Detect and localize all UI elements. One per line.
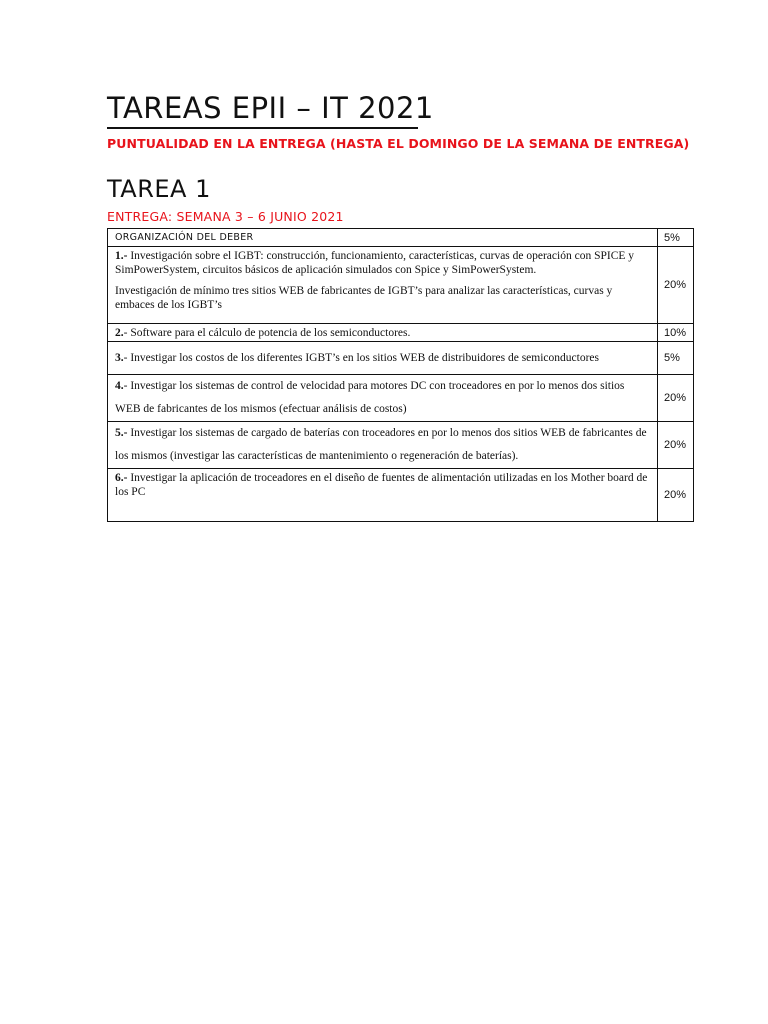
table-row-task-3 — [108, 342, 694, 375]
table-row-task-5 — [108, 422, 694, 469]
table-row-task-1 — [108, 247, 694, 324]
task-description — [108, 469, 658, 522]
task-description — [108, 422, 658, 469]
task-weight: 20% — [658, 422, 694, 469]
punctuality-note: PUNTUALIDAD EN LA ENTREGA (HASTA EL DOMINGO DE LA SEMANA DE ENTREGA) — [107, 136, 690, 151]
task-text: - Software para el cálculo de potencia de los semiconductores. — [123, 326, 411, 339]
task-heading: TAREA 1 — [107, 175, 211, 203]
task-description — [108, 375, 658, 422]
task-weight: 5% — [658, 342, 694, 375]
table-row-task-2 — [108, 324, 694, 342]
task-table — [107, 228, 694, 522]
task-number: 3. — [115, 352, 124, 364]
task-description — [108, 324, 658, 342]
task-description — [108, 247, 658, 324]
task-weight: 5% — [658, 229, 694, 247]
task-number: 4. — [115, 380, 124, 392]
task-number: 6.- — [115, 472, 128, 484]
task-text: Investigar los sistemas de cargado de baterías con troceadores en por lo menos dos sitios WEB de fabricantes de los mismos (investigar las características de mantenimiento o regeneración de baterías). — [115, 427, 647, 462]
table-row-organization — [108, 229, 694, 247]
task-weight: 20% — [658, 375, 694, 422]
task-text: - Investigar los sistemas de control de velocidad para motores DC con troceadores en por lo menos dos sitios WEB de fabricantes de los mismos (efectuar análisis de costos) — [115, 380, 625, 415]
task-description: ORGANIZACIÓN DEL DEBER — [108, 229, 658, 247]
task-text: Investigar la aplicación de troceadores en el diseño de fuentes de alimentación utilizadas en los Mother board de los PC — [115, 472, 648, 498]
task-number: 2. — [115, 326, 124, 339]
title-underline — [107, 127, 418, 129]
task-weight: 10% — [658, 324, 694, 342]
task-description — [108, 342, 658, 375]
table-row-task-6 — [108, 469, 694, 522]
task-text: Investigación sobre el IGBT: construcción, funcionamiento, características, curvas de operación con SPICE y SimPowerSystem, circuitos básicos de aplicación simulados con Spice y SimPowerSystem. — [115, 250, 635, 276]
task-weight: 20% — [658, 469, 694, 522]
delivery-date: ENTREGA: SEMANA 3 – 6 JUNIO 2021 — [107, 209, 344, 224]
page-title: TAREAS EPII – IT 2021 — [107, 91, 434, 125]
table-row-task-4 — [108, 375, 694, 422]
task-text: Investigación de mínimo tres sitios WEB de fabricantes de IGBT’s para analizar las características, curvas y embaces de los IGBT’s — [115, 285, 613, 311]
task-weight: 20% — [658, 247, 694, 324]
task-text: - Investigar los costos de los diferentes IGBT’s en los sitios WEB de distribuidores de semiconductores — [123, 352, 599, 364]
task-number: 1.- — [115, 250, 128, 262]
task-number: 5.- — [115, 427, 128, 439]
